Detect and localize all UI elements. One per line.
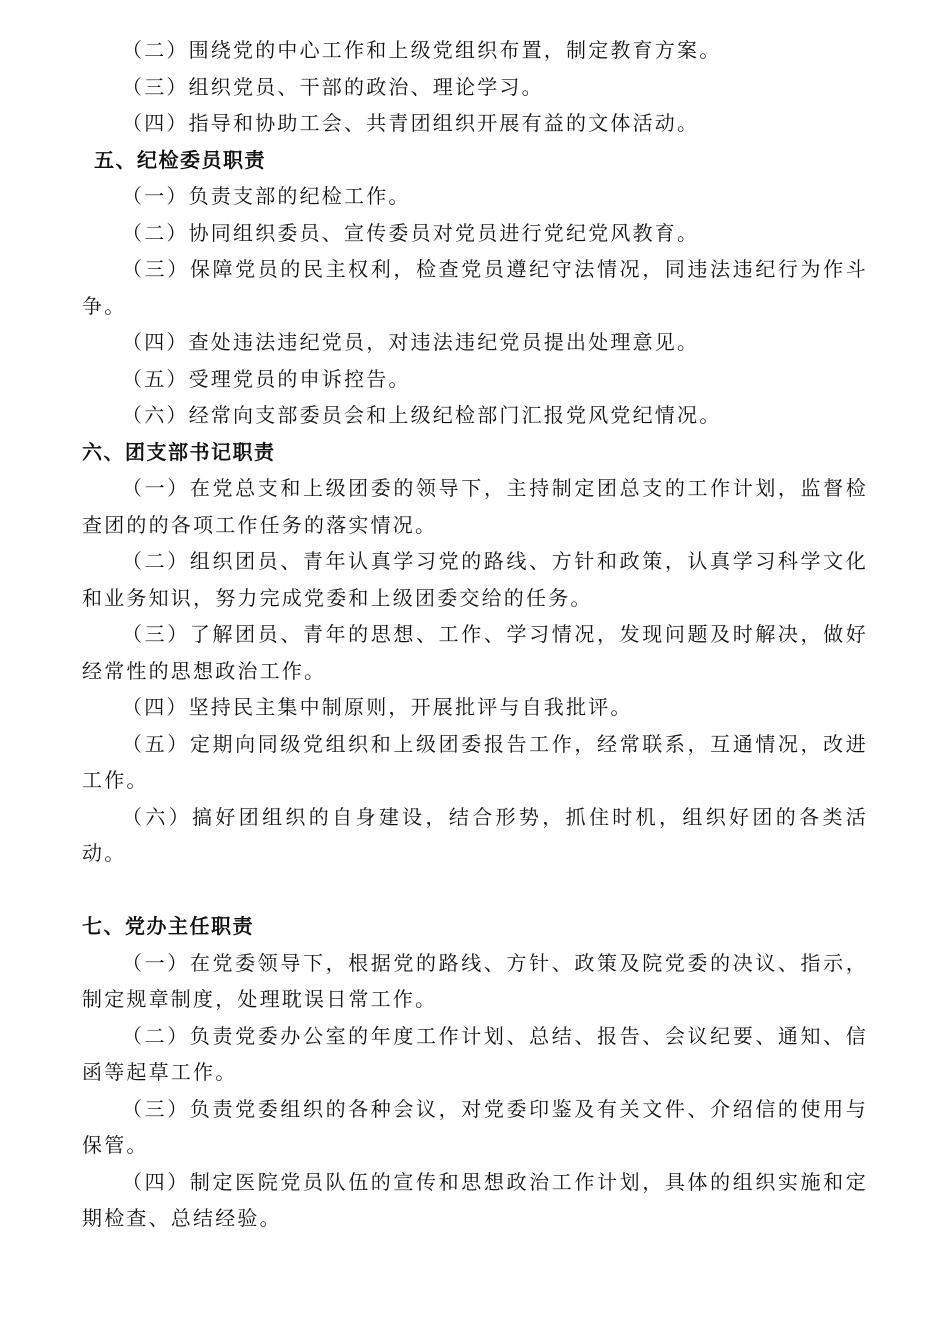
paragraph: （三）组织党员、干部的政治、理论学习。 bbox=[122, 74, 544, 99]
paragraph: （四）制定医院党员队伍的宣传和思想政治工作计划，具体的组织实施和定期检查、总结经验。 bbox=[82, 1169, 868, 1230]
paragraph: （一）负责支部的纪检工作。 bbox=[122, 184, 411, 208]
paragraph: （二）协同组织委员、宣传委员对党员进行党纪党风教育。 bbox=[122, 220, 700, 245]
paragraph: （三）保障党员的民主权利，检查党员遵纪守法情况，同违法违纪行为作斗争。 bbox=[82, 257, 868, 318]
paragraph: （四）查处违法违纪党员，对违法违纪党员提出处理意见。 bbox=[122, 330, 700, 354]
paragraph: （三）了解团员、青年的思想、工作、学习情况，发现问题及时解决，做好经常性的思想政治工作。 bbox=[82, 622, 868, 683]
paragraph: （六）搞好团组织的自身建设，结合形势，抓住时机，组织好团的各类活动。 bbox=[82, 804, 868, 865]
paragraph: （二）负责党委办公室的年度工作计划、总结、报告、会议纪要、通知、信函等起草工作。 bbox=[82, 1023, 868, 1084]
paragraph: （六）经常向支部委员会和上级纪检部门汇报党风党纪情况。 bbox=[122, 403, 722, 427]
section-heading: 五、纪检委员职责 bbox=[94, 147, 266, 172]
paragraph: （四）坚持民主集中制原则，开展批评与自我批评。 bbox=[122, 695, 633, 719]
paragraph: （三）负责党委组织的各种会议，对党委印鉴及有关文件、介绍信的使用与保管。 bbox=[82, 1096, 868, 1157]
paragraph: （二）围绕党的中心工作和上级党组织布置，制定教育方案。 bbox=[122, 38, 722, 62]
paragraph: （五）受理党员的申诉控告。 bbox=[122, 366, 411, 391]
section-heading: 七、党办主任职责 bbox=[82, 914, 254, 938]
section-heading: 六、团支部书记职责 bbox=[82, 439, 276, 464]
paragraph: （五）定期向同级党组织和上级团委报告工作，经常联系，互通情况，改进工作。 bbox=[82, 731, 868, 792]
blank-line bbox=[82, 872, 868, 909]
paragraph: （一）在党总支和上级团委的领导下，主持制定团总支的工作计划，监督检查团的的各项工作任务的落实情况。 bbox=[82, 476, 868, 537]
paragraph: （一）在党委领导下，根据党的路线、方针、政策及院党委的决议、指示，制定规章制度，处理耽误日常工作。 bbox=[82, 950, 868, 1011]
document-page bbox=[82, 32, 868, 1237]
paragraph: （四）指导和协助工会、共青团组织开展有益的文体活动。 bbox=[122, 111, 700, 135]
paragraph: （二）组织团员、青年认真学习党的路线、方针和政策，认真学习科学文化和业务知识，努力完成党委和上级团委交给的任务。 bbox=[82, 549, 868, 610]
